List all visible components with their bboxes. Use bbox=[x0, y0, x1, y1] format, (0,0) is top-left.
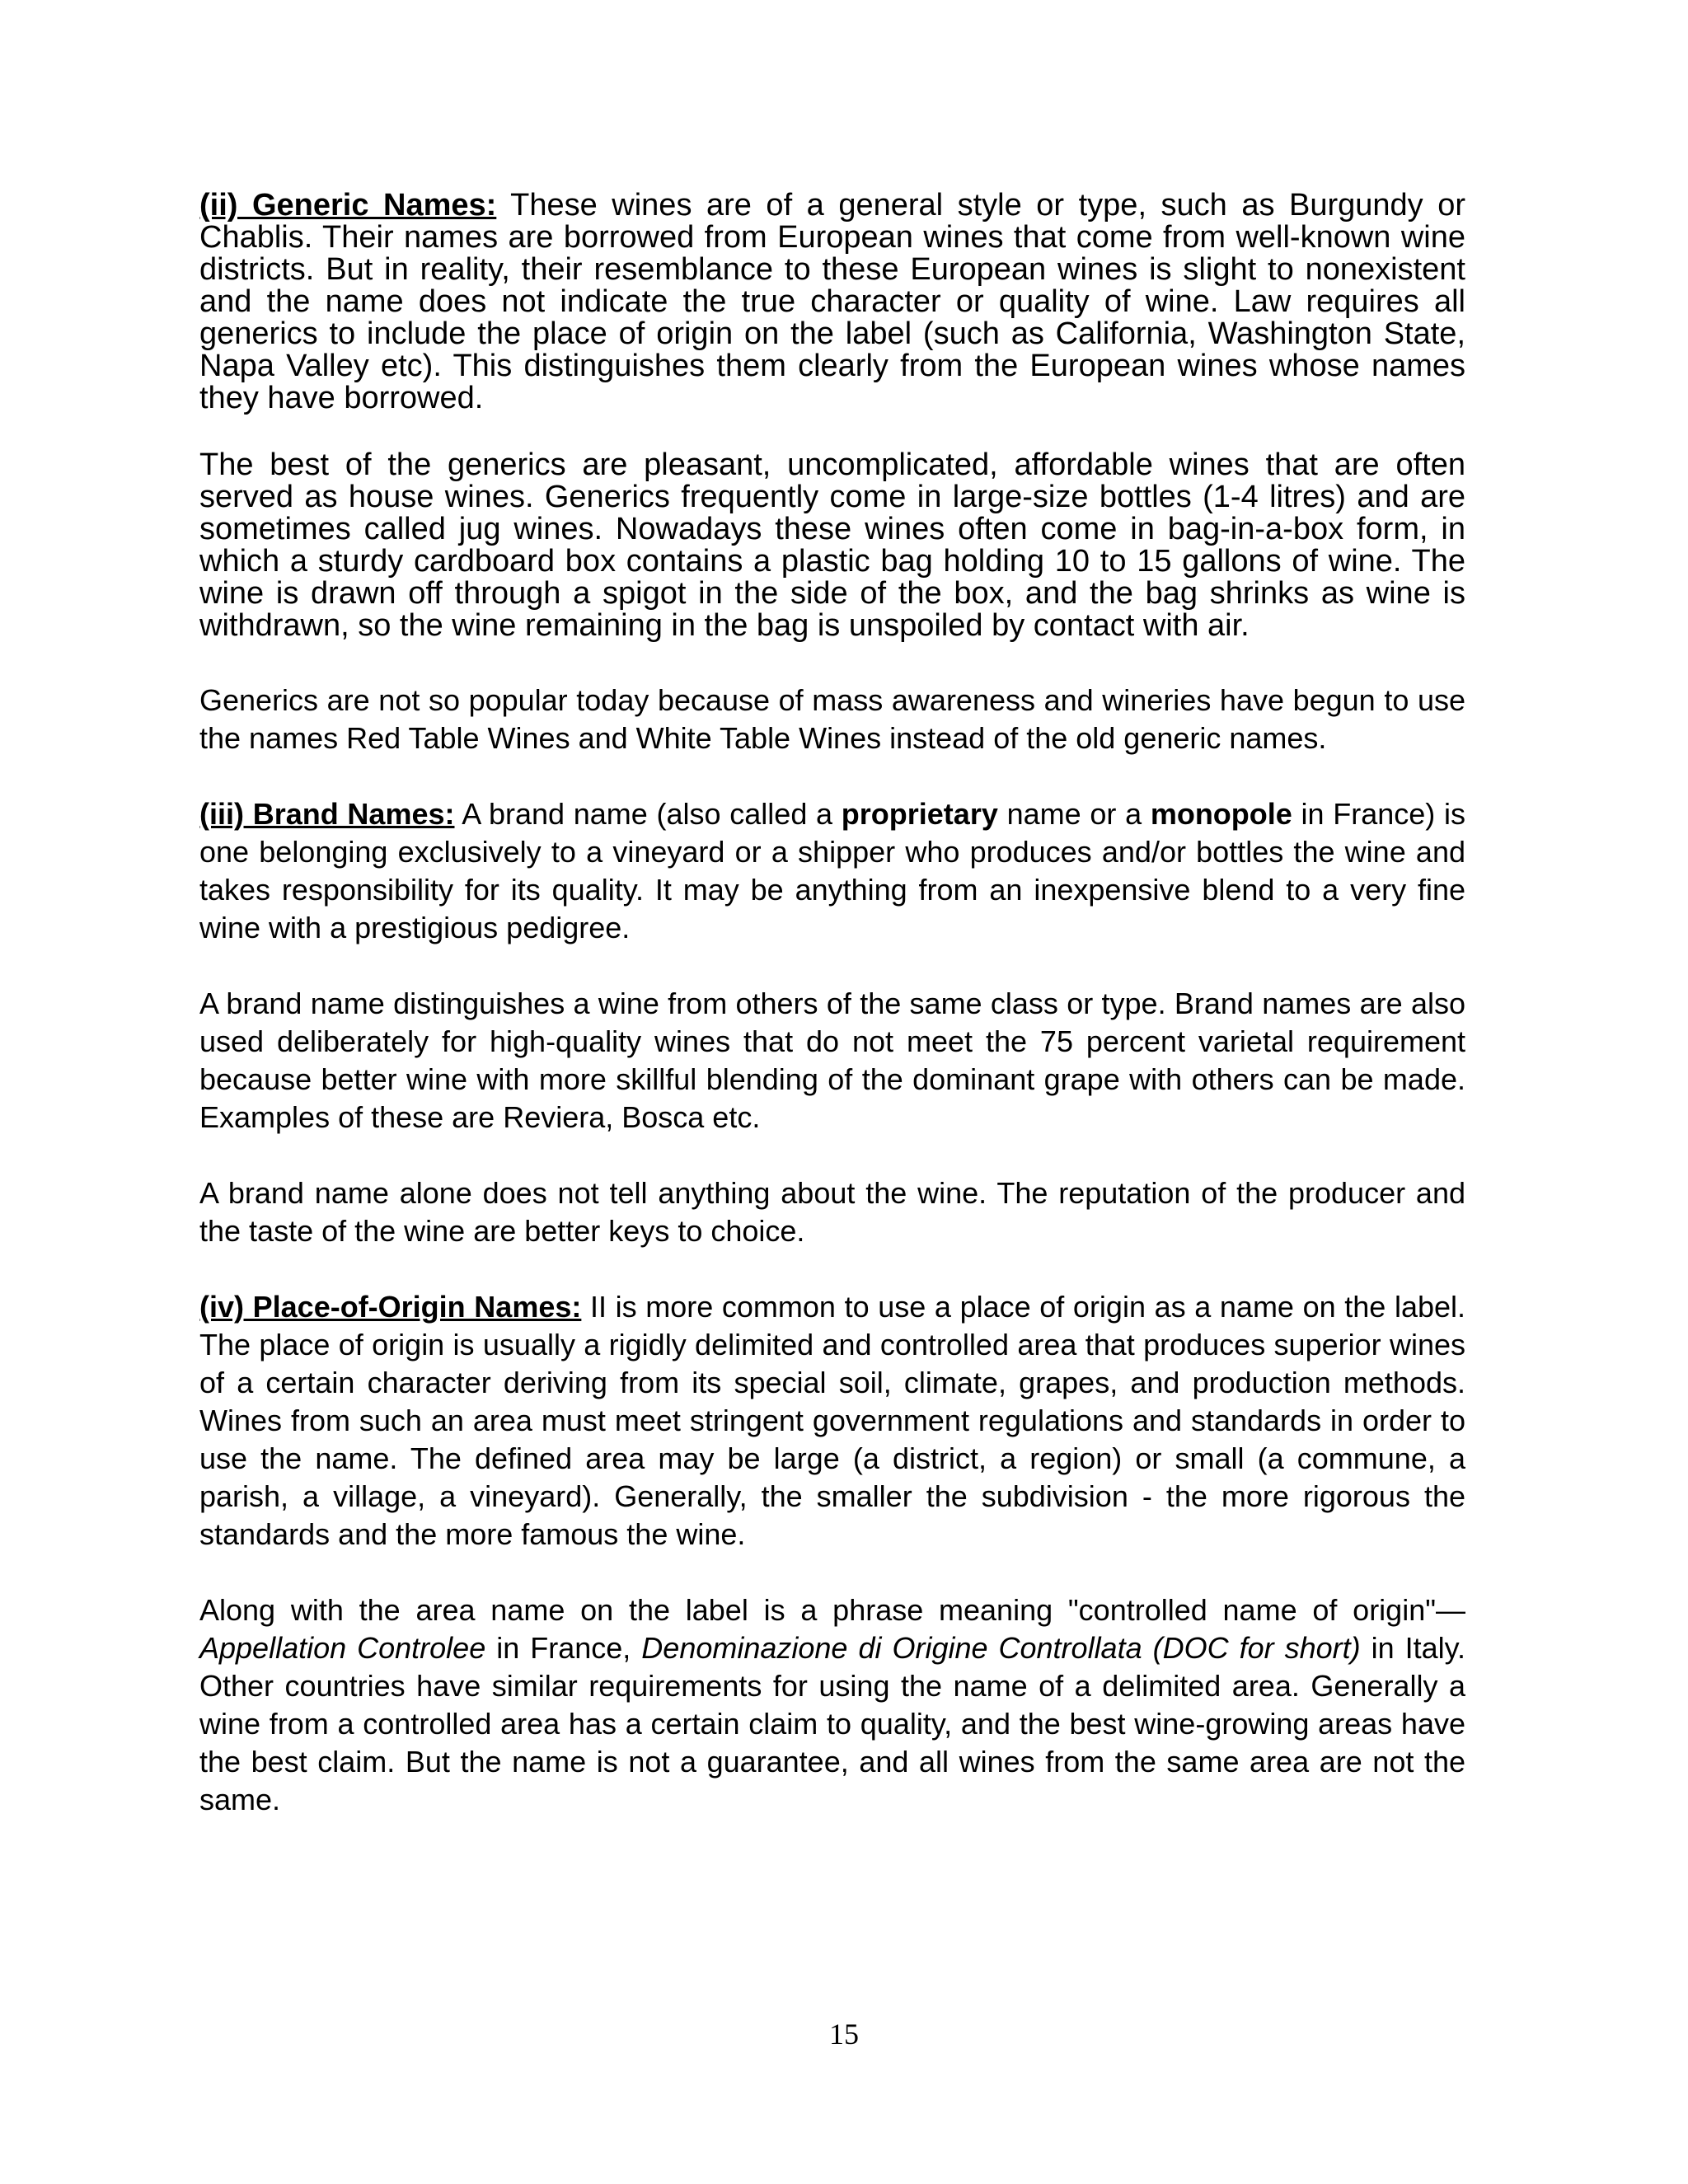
brand-names-text-c: name or a bbox=[997, 797, 1151, 831]
generic-names-paragraph-1 bbox=[199, 190, 1465, 415]
origin-names-text-a: Along with the area name on the label is a phrase meaning "controlled name of origin"— bbox=[199, 1593, 1465, 1627]
brand-names-paragraph-1 bbox=[199, 795, 1465, 947]
appellation-controlee-term: Appellation Controlee bbox=[199, 1631, 486, 1665]
proprietary-term: proprietary bbox=[841, 797, 998, 831]
origin-names-text: II is more common to use a place of origin as a name on the label. The place of origin is usually a rigidly delimited and controlled area that produces superior wines of a certain character deriving from its special soil, climate, grapes, and production methods. Wines from such an area must meet stringent government regulations and standards in order to use the name. The defined area may be large (a district, a region) or small (a commune, a parish, a village, a vineyard). Generally, the smaller the subdivision - the more rigorous the standards and the more famous the wine. bbox=[199, 1290, 1466, 1551]
origin-names-heading: (iv) Place-of-Origin Names: bbox=[199, 1290, 582, 1324]
brand-names-text-e: in France) is one belonging exclusively to a vineyard or a shipper who produces and/or bottles the wine and takes responsibility for its quality. It may be anything from an inexpensive blend to a very fine wine with a prestigious pedigree. bbox=[199, 797, 1465, 944]
page-body bbox=[199, 190, 1465, 1819]
generic-names-paragraph-2: The best of the generics are pleasant, uncomplicated, affordable wines that are often served as house wines. Generics frequently come in large-size bottles (1-4 litres) and are sometimes called jug wines. Nowadays these wines often come in bag-in-a-box form, in which a sturdy cardboard box contains a plastic bag holding 10 to 15 gallons of wine. The wine is drawn off through a spigot in the side of the box, and the bag shrinks as wine is withdrawn, so the wine remaining in the bag is unspoiled by contact with air. bbox=[199, 448, 1465, 643]
generic-names-text: These wines are of a general style or type, such as Burgundy or Chablis. Their names are borrowed from European wines that come from well-known wine districts. But in reality, their resemblance to these European wines is slight to nonexistent and the name does not indicate the true character or quality of wine. Law requires all generics to include the place of origin on the label (such as California, Washington State, Napa Valley etc). This distinguishes them clearly from the European wines whose names they have borrowed. bbox=[199, 188, 1465, 415]
brand-names-paragraph-2: A brand name distinguishes a wine from others of the same class or type. Brand names are also used deliberately for high-quality wines that do not meet the 75 percent varietal requirement because better wine with more skillful blending of the dominant grape with others can be made. Examples of these are Reviera, Bosca etc. bbox=[199, 987, 1465, 1134]
generic-names-paragraph-3: Generics are not so popular today because of mass awareness and wineries have begun to use the names Red Table Wines and White Table Wines instead of the old generic names. bbox=[199, 683, 1465, 755]
origin-names-text-e: in Italy. Other countries have similar requirements for using the name of a delimited area. Generally a wine from a controlled area has a certain claim to quality, and the best wine-growing areas have the best claim. But the name is not a guarantee, and all wines from the same area are not the same. bbox=[199, 1631, 1465, 1816]
origin-names-paragraph-2 bbox=[199, 1591, 1465, 1819]
generic-names-heading: (ii) Generic Names: bbox=[199, 188, 497, 223]
brand-names-paragraph-3: A brand name alone does not tell anything about the wine. The reputation of the producer and the taste of the wine are better keys to choice. bbox=[199, 1176, 1465, 1248]
origin-names-paragraph-1 bbox=[199, 1288, 1465, 1554]
page-number: 15 bbox=[829, 2018, 859, 2050]
brand-names-heading: (iii) Brand Names: bbox=[199, 797, 455, 831]
doc-term: Denominazione di Origine Controllata (DOC for short) bbox=[641, 1631, 1361, 1665]
monopole-term: monopole bbox=[1150, 797, 1292, 831]
brand-names-text-a: A brand name (also called a bbox=[454, 797, 842, 831]
origin-names-text-c: in France, bbox=[485, 1631, 642, 1665]
